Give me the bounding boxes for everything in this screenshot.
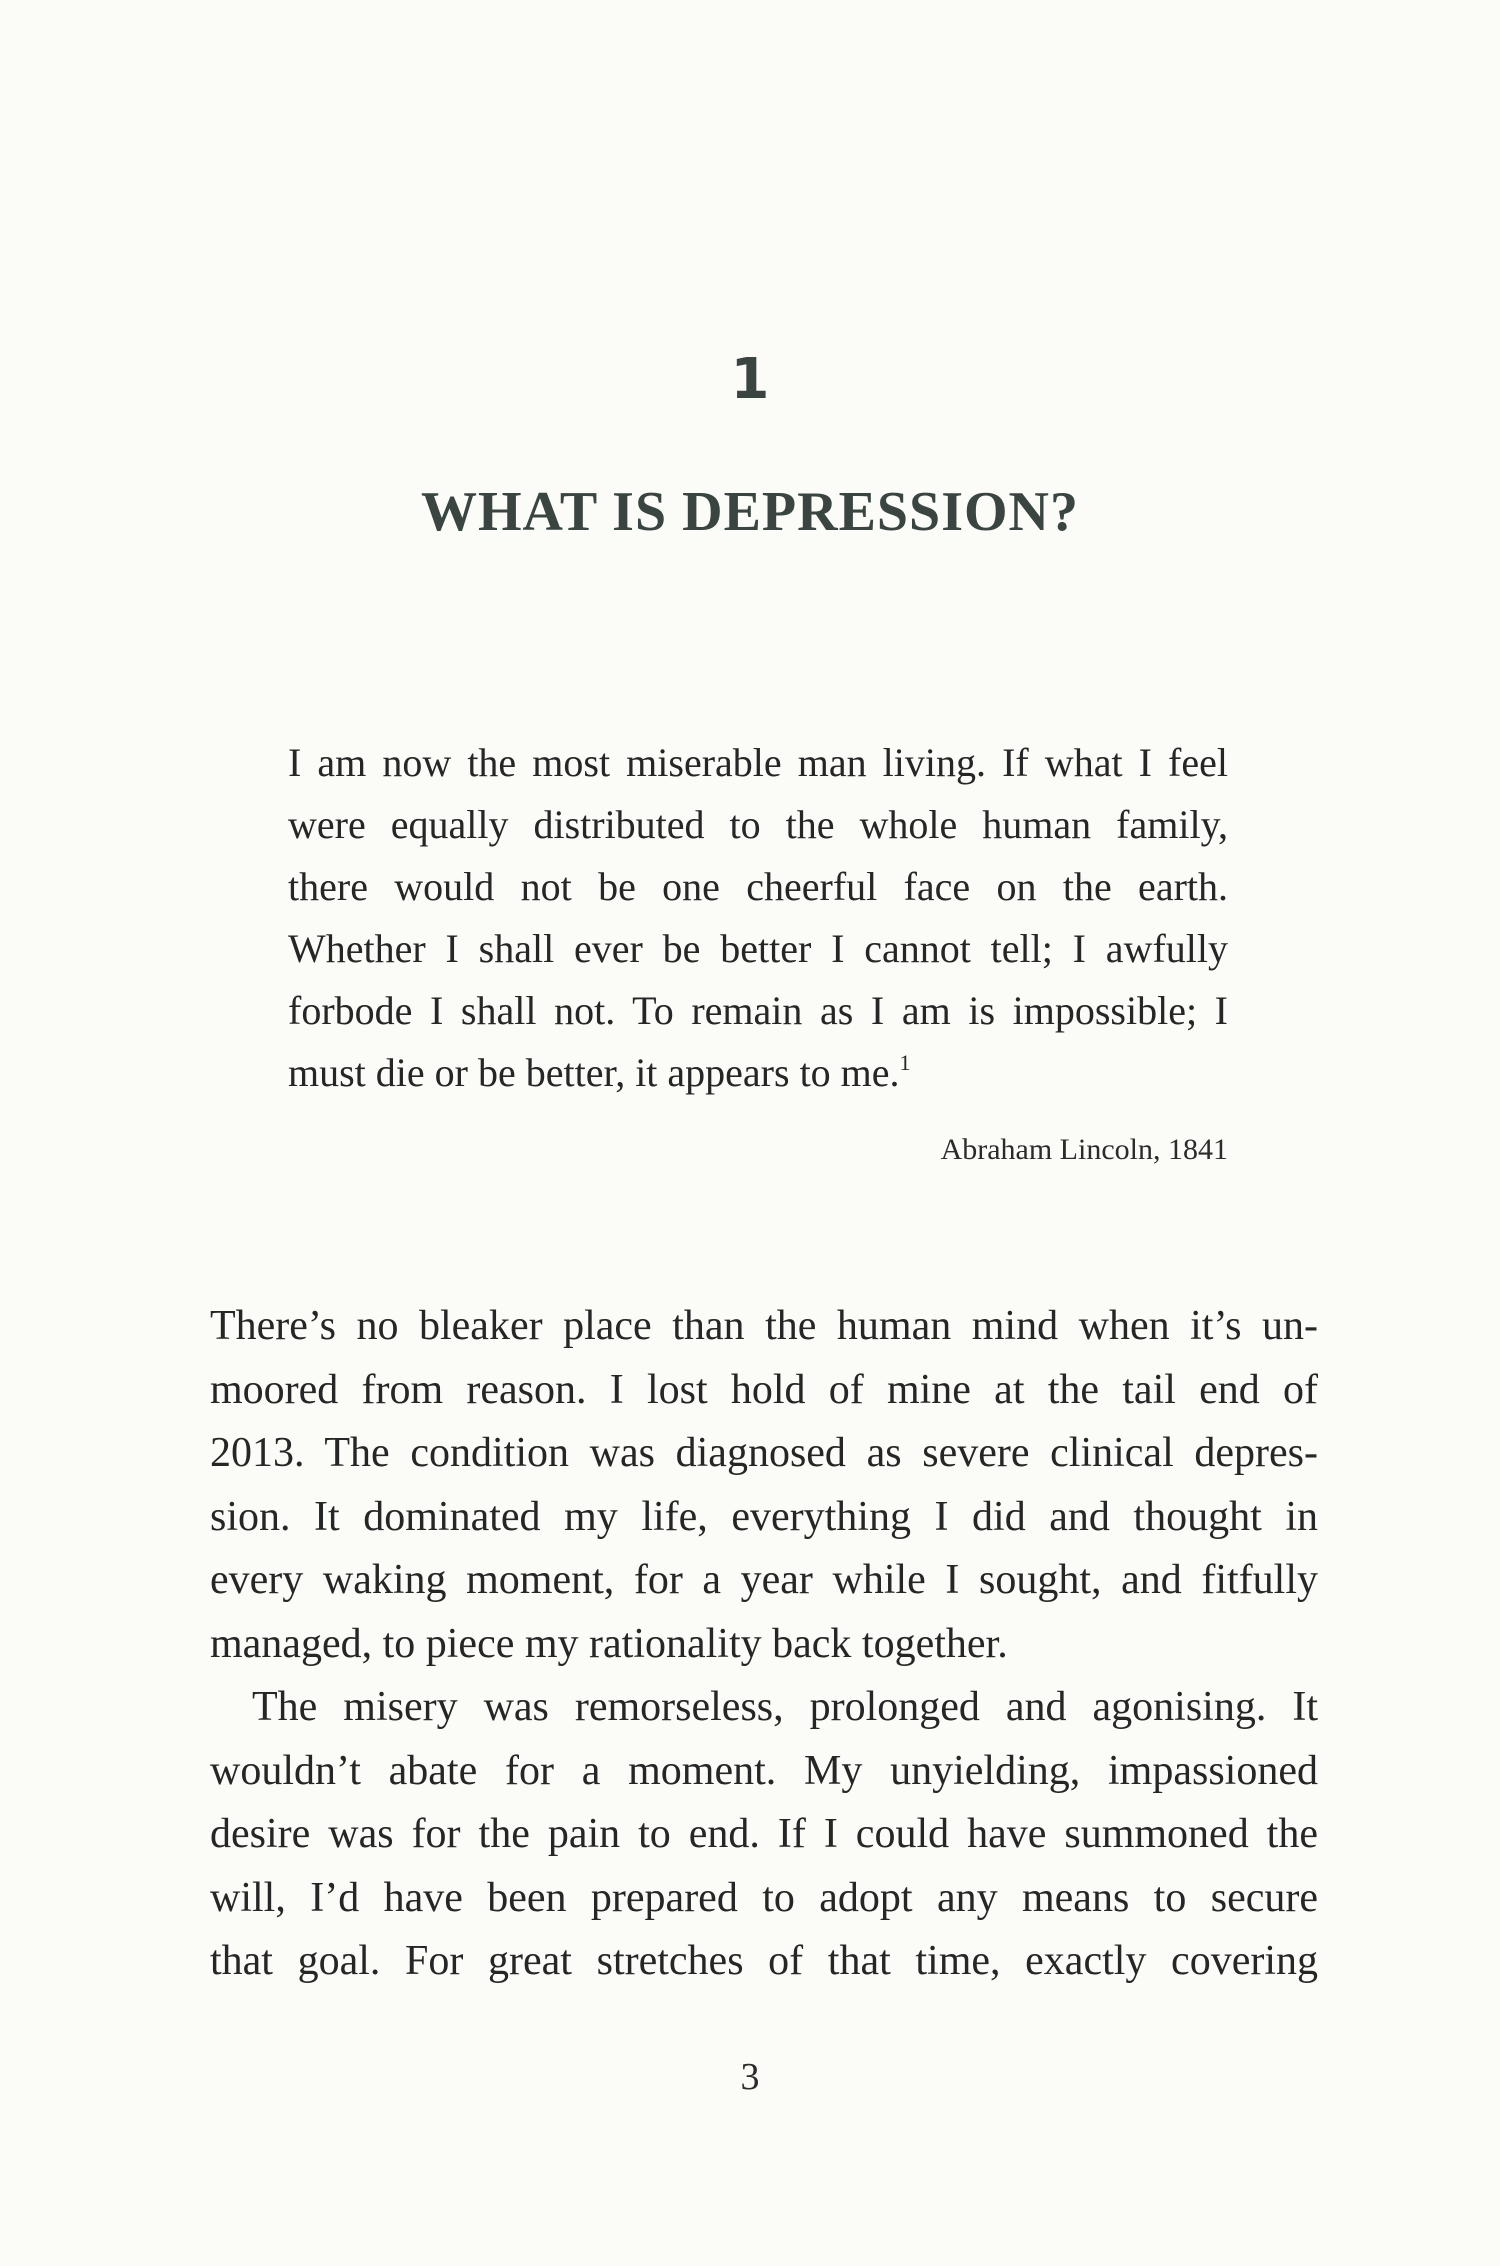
chapter-number: 1 (730, 347, 770, 412)
epigraph-line: there would not be one cheerful face on the earth. (288, 864, 1228, 909)
body-line: will, I’d have been prepared to adopt any means to secure (210, 1874, 1318, 1921)
epigraph-attribution: Abraham Lincoln, 1841 (940, 1133, 1228, 1166)
body-line: managed, to piece my rationality back together. (210, 1620, 1008, 1667)
epigraph-line: I am now the most miserable man living. If what I feel (288, 740, 1228, 785)
body-line: The misery was remorseless, prolonged and agonising. It (252, 1684, 1318, 1730)
body-line: desire was for the pain to end. If I could have summoned the (210, 1811, 1318, 1857)
body-line: moored from reason. I lost hold of mine at the tail end of (210, 1366, 1318, 1413)
body-line: wouldn’t abate for a moment. My unyielding, impassioned (210, 1747, 1318, 1794)
footnote-mark[interactable]: 1 (899, 1050, 911, 1075)
epigraph-line: Whether I shall ever be better I cannot tell; I awfully (288, 926, 1228, 971)
body-line: sion. It dominated my life, everything I did and thought in (210, 1493, 1318, 1540)
page-number: 3 (740, 2056, 760, 2098)
body-line: that goal. For great stretches of that time, exactly covering (210, 1938, 1318, 1984)
epigraph-line: forbode I shall not. To remain as I am is impossible; I (288, 988, 1228, 1033)
body-line: every waking moment, for a year while I sought, and fitfully (210, 1557, 1318, 1603)
body-text (210, 1295, 1318, 1994)
chapter-title: WHAT IS DEPRESSION? (421, 481, 1079, 543)
body-line: There’s no bleaker place than the human mind when it’s un- (210, 1303, 1318, 1349)
epigraph-line-text: must die or be better, it appears to me. (288, 1050, 900, 1095)
body-line: 2013. The condition was diagnosed as severe clinical depres- (210, 1430, 1318, 1476)
epigraph-line: were equally distributed to the whole human family, (288, 802, 1228, 847)
epigraph-quote (288, 732, 1228, 1104)
epigraph-line-last (288, 1042, 1228, 1104)
